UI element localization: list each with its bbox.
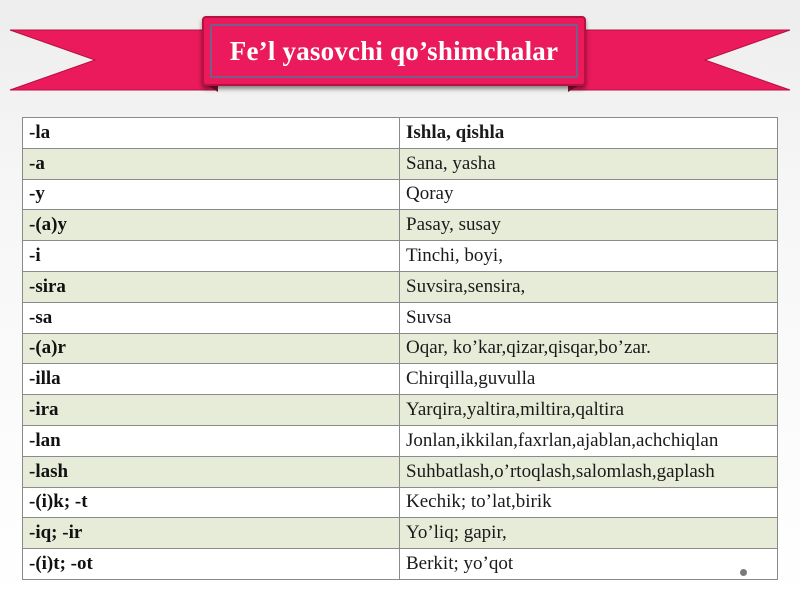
examples-cell: Yo’liq; gapir, [400,518,778,549]
suffix-cell: -illa [23,364,400,395]
examples-cell: Suhbatlash,o’rtoqlash,salomlash,gaplash [400,456,778,487]
suffix-cell: -(i)t; -ot [23,549,400,580]
examples-cell: Kechik; to’lat,birik [400,487,778,518]
table-row [23,487,778,518]
suffix-cell: -(a)r [23,333,400,364]
suffix-cell: -iq; -ir [23,518,400,549]
suffix-cell: -ira [23,395,400,426]
examples-cell: Suvsira,sensira, [400,271,778,302]
ribbon-left-tail [10,30,215,90]
table-row [23,364,778,395]
examples-cell: Oqar, ko’kar,qizar,qisqar,bo’zar. [400,333,778,364]
table-row [23,549,778,580]
suffix-cell: -(i)k; -t [23,487,400,518]
examples-cell: Tinchi, boyi, [400,241,778,272]
suffix-cell: -la [23,118,400,149]
examples-cell: Suvsa [400,302,778,333]
table-row [23,456,778,487]
slide-dot [740,569,747,576]
title-box [202,16,586,86]
examples-cell: Yarqira,yaltira,miltira,qaltira [400,395,778,426]
suffix-cell: -y [23,179,400,210]
table-row [23,210,778,241]
page-title: Fe’l yasovchi qo’shimchalar [229,35,559,66]
suffix-cell: -lan [23,425,400,456]
suffix-cell: -sa [23,302,400,333]
examples-cell: Chirqilla,guvulla [400,364,778,395]
suffix-cell: -(a)y [23,210,400,241]
examples-cell: Berkit; yo’qot [400,549,778,580]
examples-cell: Qoray [400,179,778,210]
suffix-cell: -i [23,241,400,272]
suffix-table [22,117,778,580]
table-row [23,179,778,210]
examples-cell: Jonlan,ikkilan,faxrlan,ajablan,achchiqlan [400,425,778,456]
table-row [23,395,778,426]
table-row [23,241,778,272]
examples-cell: Sana, yasha [400,148,778,179]
examples-cell: Pasay, susay [400,210,778,241]
table-row [23,425,778,456]
examples-cell: Ishla, qishla [400,118,778,149]
table-row [23,518,778,549]
suffix-cell: -sira [23,271,400,302]
suffix-cell: -lash [23,456,400,487]
table-row [23,271,778,302]
table-row [23,118,778,149]
table-row [23,302,778,333]
table-row [23,148,778,179]
ribbon-right-tail [570,30,790,90]
table-row [23,333,778,364]
suffix-cell: -a [23,148,400,179]
